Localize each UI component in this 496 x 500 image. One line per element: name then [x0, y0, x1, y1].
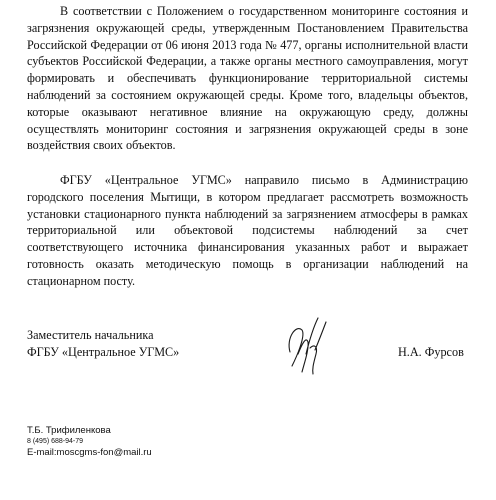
- body-paragraph-1: В соответствии с Положением о государственном мониторинге состояния и загрязнения окружающей среды, утвержденным Постановлением Правительства Российской Федерации от 06 июня 2013 года № 477, органы исполнительной власти субъектов Российской Федерации, а также органы местного самоуправления, могут формировать и обеспечивать функционирование территориальной системы наблюдений за состоянием окружающей среды. Кроме того, владельцы объектов, которые оказывают негативное влияние на окружающую среду, должны осуществлять мониторинг состояния и загрязнения окружающей среды в зоне воздействия своих объектов.: [27, 4, 468, 153]
- contact-name: Т.Б. Трифиленкова: [27, 425, 111, 436]
- contact-phone: 8 (495) 688-94-79: [27, 438, 84, 445]
- signer-position: Заместитель начальника: [27, 328, 154, 342]
- contact-email: E-mail:moscgms-fon@mail.ru: [27, 447, 152, 458]
- signer-name: Н.А. Фурсов: [398, 345, 464, 359]
- signer-organization: ФГБУ «Центральное УГМС»: [27, 345, 180, 359]
- body-paragraph-2: ФГБУ «Центральное УГМС» направило письмо в Администрацию городского поселения Мытищи, в котором предлагает рассмотреть возможность установки стационарного пункта наблюдений за загрязнением атмосферы в рамках территориальной или объектовой подсистемы наблюдений за счет соответствующего источника финансирования указанных работ и выражает готовность оказать методическую помощь в организации наблюдений на стационарном посту.: [27, 173, 468, 288]
- handwritten-signature: [282, 308, 328, 380]
